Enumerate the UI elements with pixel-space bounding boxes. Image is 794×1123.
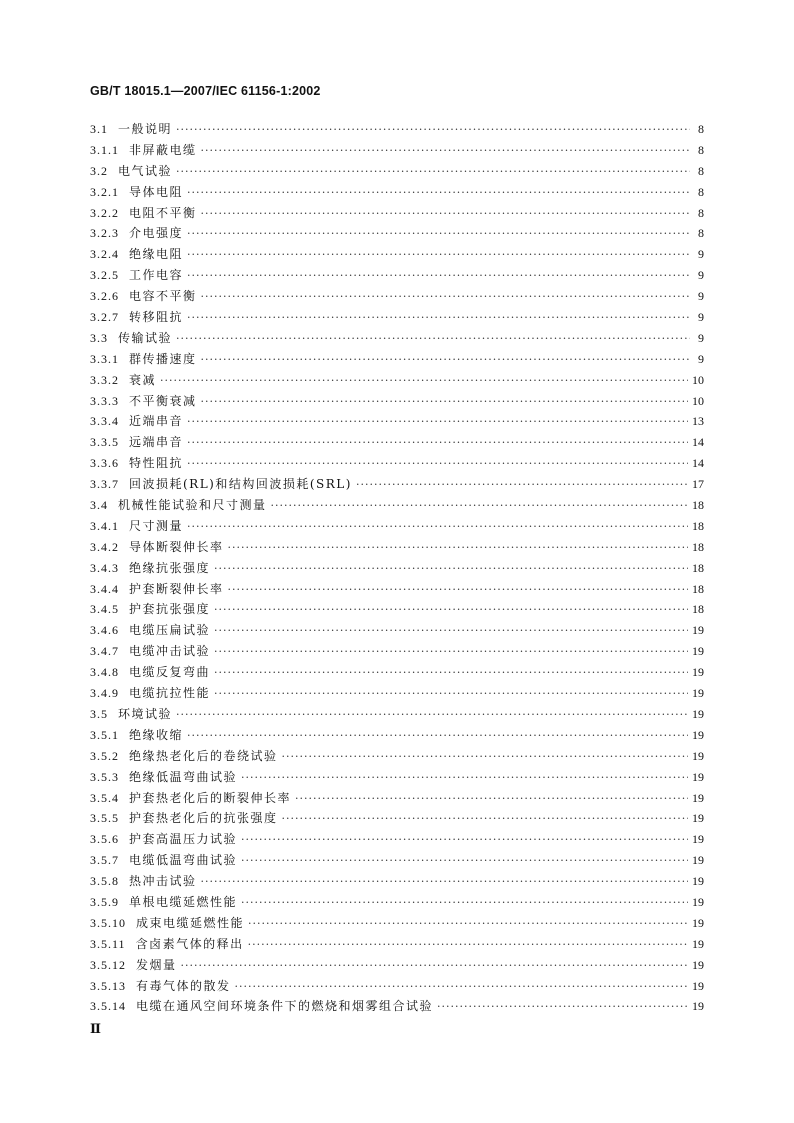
toc-dot-leader [282,809,688,830]
toc-entry-page: 10 [692,372,704,387]
toc-entry-number: 3.4.8 [90,665,119,680]
toc-entry-number: 3.5.4 [90,790,119,805]
toc-entry-page: 18 [692,560,704,575]
toc-entry-title: 工作电容 [129,268,184,283]
toc-entry-number: 3.5.3 [90,769,119,784]
toc-dot-leader [187,517,688,538]
toc-entry-page: 8 [698,184,704,199]
toc-entry-page: 19 [692,727,704,742]
toc-entry-number: 3.5.12 [90,957,126,972]
toc-entry-page: 17 [692,477,704,492]
toc-dot-leader [187,308,690,329]
toc-entry-page: 18 [692,539,704,554]
page-number: Ⅱ [90,1021,101,1036]
toc-entry-title: 传输试验 [118,330,173,345]
toc-entry-number: 3.3.1 [90,351,119,366]
toc-dot-leader [241,830,688,851]
toc-dot-leader [160,371,688,392]
toc-entry[interactable] [90,746,704,767]
toc-entry-title: 电缆反复弯曲 [129,665,211,680]
toc-entry[interactable] [90,850,704,871]
toc-entry[interactable] [90,495,704,516]
toc-entry-title: 不平衡衰减 [129,393,197,408]
toc-entry[interactable] [90,704,704,725]
toc-entry[interactable] [90,307,704,328]
toc-entry[interactable] [90,516,704,537]
toc-entry-page: 14 [692,456,704,471]
toc-entry-number: 3.5.9 [90,894,119,909]
toc-entry-number: 3.3.3 [90,393,119,408]
toc-entry-page: 18 [692,602,704,617]
toc-dot-leader [187,412,688,433]
toc-dot-leader [176,120,690,141]
toc-entry-page: 19 [692,874,704,889]
toc-entry[interactable] [90,370,704,391]
toc-entry-page: 9 [698,330,704,345]
toc-dot-leader [282,747,688,768]
toc-entry-number: 3.2.1 [90,184,119,199]
toc-entry-number: 3.5.10 [90,915,126,930]
toc-entry[interactable] [90,996,704,1017]
toc-entry-page: 8 [698,142,704,157]
toc-entry-title: 成束电缆延燃性能 [136,915,245,930]
toc-entry-page: 19 [692,790,704,805]
toc-entry[interactable] [90,203,704,224]
toc-entry[interactable] [90,432,704,453]
toc-entry-title: 护套高温压力试验 [129,832,238,847]
toc-dot-leader [201,872,688,893]
toc-entry-number: 3.3.7 [90,477,119,492]
toc-entry-page: 19 [692,832,704,847]
toc-entry-page: 19 [692,978,704,993]
toc-entry-title: 电气试验 [118,163,173,178]
toc-entry-page: 9 [698,310,704,325]
toc-entry-page: 9 [698,351,704,366]
toc-dot-leader [176,329,690,350]
toc-entry-number: 3.4.6 [90,623,119,638]
toc-entry[interactable] [90,244,704,265]
toc-entry-title: 电容不平衡 [129,289,197,304]
document-header: GB/T 18015.1—2007/IEC 61156-1:2002 [90,84,321,98]
toc-entry[interactable] [90,934,704,955]
toc-entry-number: 3.1.1 [90,142,119,157]
toc-entry-page: 13 [692,414,704,429]
toc-entry-number: 3.4.9 [90,686,119,701]
toc-entry-page: 10 [692,393,704,408]
toc-entry[interactable] [90,976,704,997]
toc-dot-leader [201,141,690,162]
toc-entry-number: 3.4.4 [90,581,119,596]
toc-dot-leader [187,433,688,454]
toc-entry-title: 电缆低温弯曲试验 [129,853,238,868]
toc-entry-page: 8 [698,163,704,178]
toc-entry-title: 单根电缆延燃性能 [129,894,238,909]
toc-entry[interactable] [90,599,704,620]
toc-entry-number: 3.4 [90,498,108,513]
toc-entry-title: 机械性能试验和尺寸测量 [118,498,267,513]
toc-entry-number: 3.5.2 [90,748,119,763]
toc-entry[interactable] [90,788,704,809]
toc-entry-page: 19 [692,644,704,659]
toc-entry-page: 18 [692,518,704,533]
toc-entry-page: 19 [692,894,704,909]
toc-entry[interactable] [90,119,704,140]
toc-dot-leader [241,768,688,789]
toc-entry-title: 导体电阻 [129,184,184,199]
toc-entry-page: 19 [692,999,704,1014]
toc-dot-leader [235,977,688,998]
toc-entry[interactable] [90,161,704,182]
toc-entry[interactable] [90,955,704,976]
toc-entry-title: 发烟量 [136,957,177,972]
toc-entry-title: 回波损耗(RL)和结构回波损耗(SRL) [129,477,352,492]
toc-entry-number: 3.3.6 [90,456,119,471]
toc-dot-leader [241,893,688,914]
toc-entry-title: 近端串音 [129,414,184,429]
toc-entry[interactable] [90,474,704,495]
toc-dot-leader [176,705,688,726]
toc-entry-title: 护套断裂伸长率 [129,581,224,596]
toc-entry-title: 转移阻抗 [129,310,184,325]
toc-entry-title: 远端串音 [129,435,184,450]
toc-entry-number: 3.3.5 [90,435,119,450]
toc-entry-title: 特性阻抗 [129,456,184,471]
toc-dot-leader [437,997,688,1018]
toc-entry[interactable] [90,683,704,704]
toc-entry-title: 衰减 [129,372,157,387]
toc-dot-leader [214,642,688,663]
toc-entry-page: 19 [692,936,704,951]
toc-entry-page: 19 [692,915,704,930]
toc-entry-number: 3.2.5 [90,268,119,283]
toc-entry[interactable] [90,349,704,370]
toc-entry-number: 3.2.4 [90,247,119,262]
toc-entry-number: 3.1 [90,122,108,136]
toc-entry[interactable] [90,808,704,829]
toc-entry-number: 3.5 [90,706,108,721]
toc-entry-title: 绝缘低温弯曲试验 [129,769,238,784]
toc-entry-number: 3.5.5 [90,811,119,826]
toc-entry-title: 绝缘电阻 [129,247,184,262]
toc-dot-leader [214,663,688,684]
toc-entry-title: 热冲击试验 [129,874,197,889]
toc-entry[interactable] [90,391,704,412]
toc-entry-page: 9 [698,247,704,262]
toc-dot-leader [187,726,688,747]
toc-entry[interactable] [90,662,704,683]
toc-entry-number: 3.5.6 [90,832,119,847]
toc-entry-number: 3.2.7 [90,310,119,325]
toc-entry-page: 19 [692,769,704,784]
toc-entry-number: 3.3.2 [90,372,119,387]
toc-dot-leader [187,183,690,204]
toc-entry[interactable] [90,829,704,850]
toc-entry-number: 3.2.6 [90,289,119,304]
toc-entry-page: 19 [692,706,704,721]
toc-entry-number: 3.5.11 [90,936,126,951]
toc-dot-leader [356,475,688,496]
toc-entry[interactable] [90,182,704,203]
toc-entry-number: 3.2.3 [90,226,119,241]
toc-entry-title: 电缆抗拉性能 [129,686,211,701]
toc-entry-number: 3.5.1 [90,727,119,742]
toc-dot-leader [214,621,688,642]
toc-entry-title: 有毒气体的散发 [136,978,231,993]
toc-entry[interactable] [90,286,704,307]
toc-entry-title: 尺寸测量 [129,518,184,533]
toc-entry-title: 护套抗张强度 [129,602,211,617]
toc-dot-leader [295,789,688,810]
toc-entry-title: 电缆压扁试验 [129,623,211,638]
toc-entry-title: 电缆在通风空间环境条件下的燃烧和烟雾组合试验 [136,999,434,1014]
toc-entry-title: 非屏蔽电缆 [129,142,197,157]
toc-entry-title: 一般说明 [118,122,173,136]
toc-entry-number: 3.5.13 [90,978,126,993]
toc-entry[interactable] [90,328,704,349]
toc-entry-title: 介电强度 [129,226,184,241]
toc-entry-page: 19 [692,665,704,680]
toc-entry-number: 3.2.2 [90,205,119,220]
toc-entry[interactable] [90,140,704,161]
toc-entry-page: 18 [692,498,704,513]
toc-entry-title: 电缆冲击试验 [129,644,211,659]
toc-entry-page: 8 [698,226,704,241]
toc-dot-leader [187,454,688,475]
toc-entry-page: 19 [692,748,704,763]
toc-entry-page: 8 [698,205,704,220]
toc-dot-leader [201,392,688,413]
toc-dot-leader [228,538,688,559]
toc-entry-title: 绝缘收缩 [129,727,184,742]
toc-dot-leader [187,224,690,245]
toc-entry[interactable] [90,892,704,913]
toc-dot-leader [248,914,688,935]
toc-entry[interactable] [90,871,704,892]
toc-entry[interactable] [90,913,704,934]
toc-dot-leader [214,684,688,705]
toc-dot-leader [248,935,688,956]
toc-entry[interactable] [90,579,704,600]
toc-entry-page: 18 [692,581,704,596]
toc-entry[interactable] [90,411,704,432]
toc-entry-title: 护套热老化后的断裂伸长率 [129,790,292,805]
toc-entry[interactable] [90,725,704,746]
toc-entry-page: 9 [698,268,704,283]
toc-entry-number: 3.5.8 [90,874,119,889]
toc-entry-number: 3.4.3 [90,560,119,575]
toc-entry-number: 3.4.5 [90,602,119,617]
toc-dot-leader [228,580,688,601]
toc-entry-number: 3.5.7 [90,853,119,868]
toc-dot-leader [187,266,690,287]
toc-entry[interactable] [90,620,704,641]
toc-entry-page: 9 [698,289,704,304]
toc-entry-title: 群传播速度 [129,351,197,366]
toc-dot-leader [201,350,690,371]
toc-entry[interactable] [90,641,704,662]
toc-dot-leader [214,600,688,621]
toc-entry-title: 护套热老化后的抗张强度 [129,811,278,826]
toc-entry-title: 导体断裂伸长率 [129,539,224,554]
toc-entry-number: 3.4.7 [90,644,119,659]
toc-entry-page: 14 [692,435,704,450]
toc-dot-leader [241,851,688,872]
toc-entry-number: 3.3.4 [90,414,119,429]
toc-entry[interactable] [90,453,704,474]
toc-dot-leader [271,496,688,517]
toc-entry-page: 19 [692,853,704,868]
toc-entry-page: 8 [698,122,704,136]
toc-dot-leader [181,956,688,977]
toc-entry-page: 19 [692,811,704,826]
toc-entry-page: 19 [692,957,704,972]
toc-dot-leader [201,287,690,308]
toc-dot-leader [214,559,688,580]
toc-entry[interactable] [90,537,704,558]
toc-entry-page: 19 [692,623,704,638]
toc-dot-leader [201,204,690,225]
toc-entry-title: 绝缘热老化后的卷绕试验 [129,748,278,763]
toc-entry-number: 3.4.2 [90,539,119,554]
toc-entry[interactable] [90,223,704,244]
toc-entry-title: 电阻不平衡 [129,205,197,220]
toc-entry-number: 3.4.1 [90,518,119,533]
toc-entry-number: 3.5.14 [90,999,126,1014]
toc-entry-number: 3.2 [90,163,108,178]
table-of-contents [90,119,704,1017]
toc-entry-title: 绝缘抗张强度 [129,560,211,575]
toc-entry-title: 含卤素气体的释出 [135,936,244,951]
toc-entry-number: 3.3 [90,330,108,345]
toc-dot-leader [187,245,690,266]
toc-entry-page: 19 [692,686,704,701]
toc-entry[interactable] [90,265,704,286]
toc-dot-leader [176,162,690,183]
toc-entry-title: 环境试验 [118,706,173,721]
toc-entry[interactable] [90,558,704,579]
toc-entry[interactable] [90,767,704,788]
